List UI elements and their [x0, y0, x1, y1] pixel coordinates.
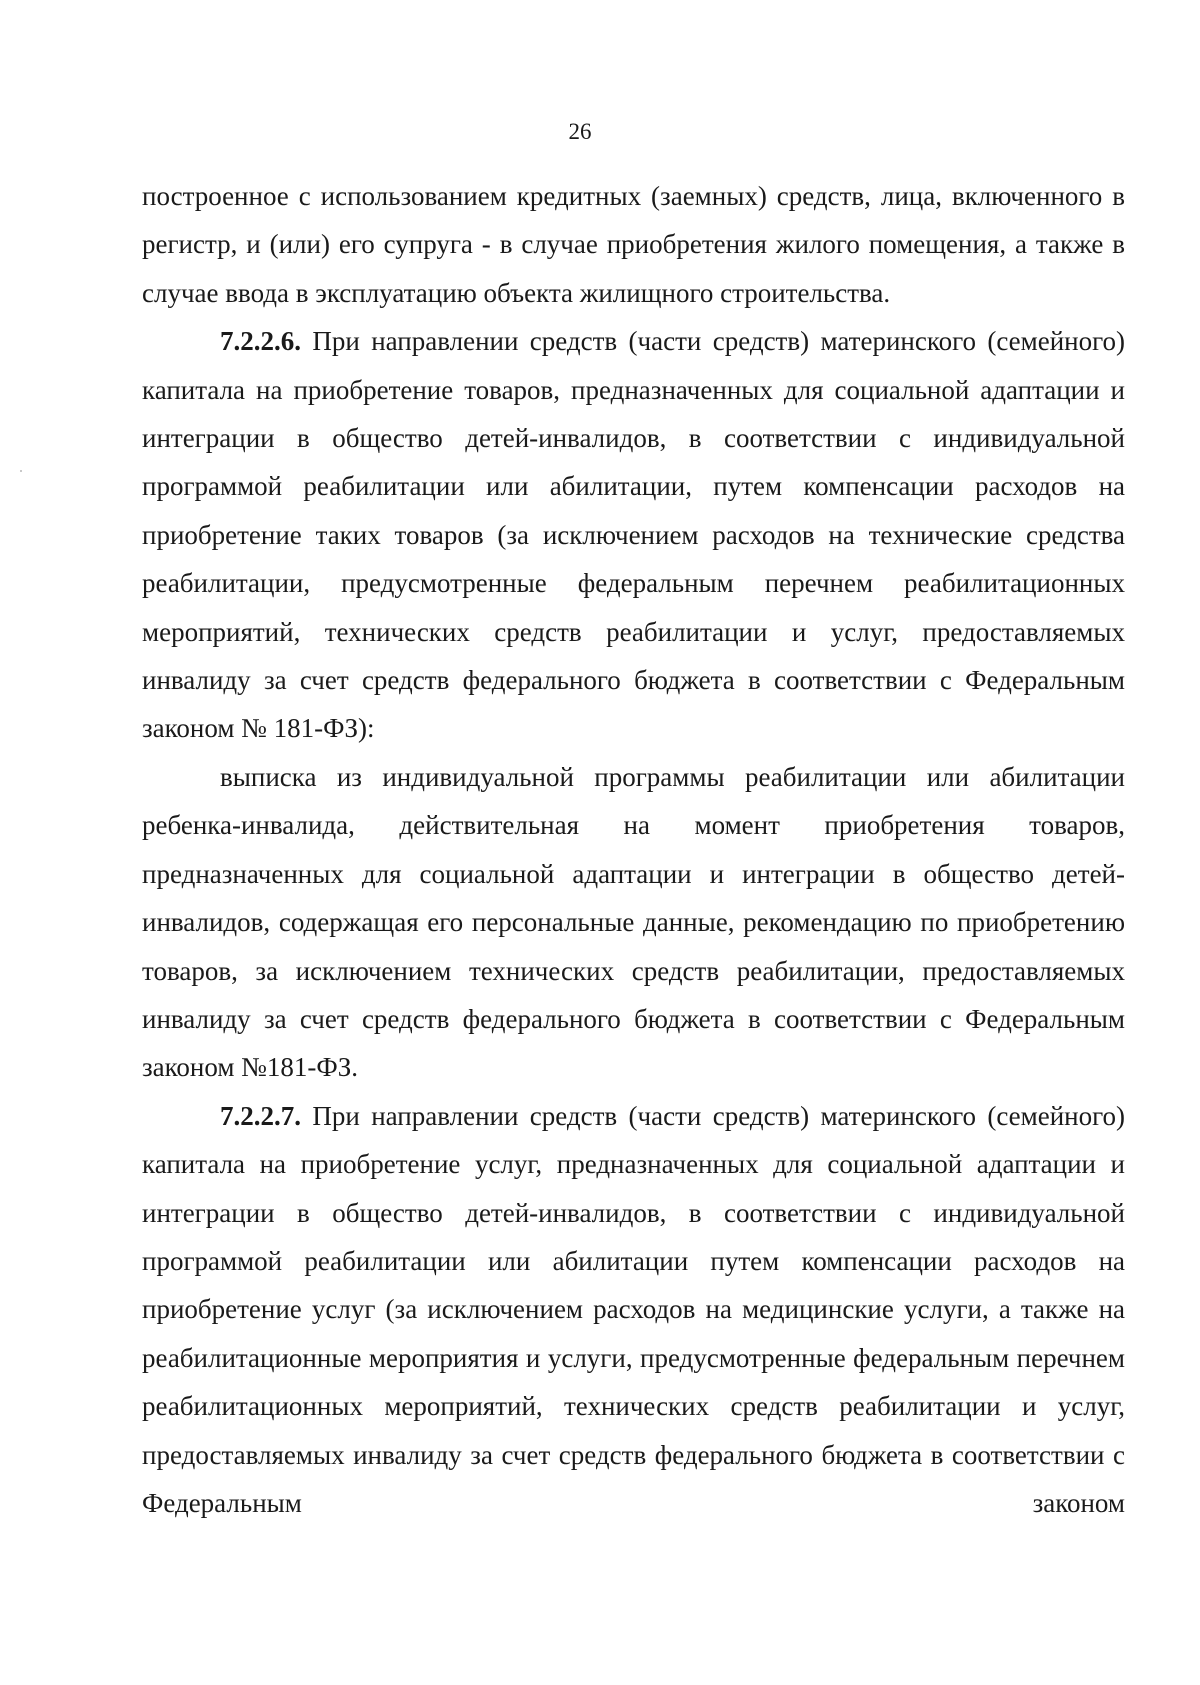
clause-number: 7.2.2.7.: [220, 1100, 301, 1131]
paragraph-clause-7-2-2-7: [142, 1092, 1125, 1528]
page-number: 26: [568, 119, 592, 144]
paragraph-continuation: построенное с использованием кредитных (заемных) средств, лица, включенного в регистр, и (или) его супруга - в случае приобретения жилого помещения, а также в случае ввода в эксплуатацию объекта жилищного строительства.: [142, 181, 1125, 308]
paragraph-extract-requirement: выписка из индивидуальной программы реабилитации или абилитации ребенка-инвалида, действительная на момент приобретения товаров, предназначенных для социальной адаптации и интеграции в общество детей-инвалидов, содержащая его персональные данные, рекомендацию по приобретению товаров, за исключением технических средств реабилитации, предоставляемых инвалиду за счет средств федерального бюджета в соответствии с Федеральным законом №181-ФЗ.: [142, 761, 1125, 1083]
document-body: [142, 172, 1125, 1527]
paragraph-clause-7-2-2-6: [142, 317, 1125, 753]
scan-speck: [20, 470, 22, 472]
clause-text: При направлении средств (части средств) материнского (семейного) капитала на приобретение товаров, предназначенных для социальной адаптации и интеграции в общество детей-инвалидов, в соответствии с индивидуальной программой реабилитации или абилитации, путем компенсации расходов на приобретение таких товаров (за исключением расходов на технические средства реабилитации, предусмотренные федеральным перечнем реабилитационных мероприятий, технических средств реабилитации и услуг, предоставляемых инвалиду за счет средств федерального бюджета в соответствии с Федеральным законом № 181-ФЗ):: [142, 326, 1125, 744]
clause-number: 7.2.2.6.: [220, 326, 301, 357]
clause-text: При направлении средств (части средств) материнского (семейного) капитала на приобретение услуг, предназначенных для социальной адаптации и интеграции в общество детей-инвалидов, в соответствии с индивидуальной программой реабилитации или абилитации путем компенсации расходов на приобретение услуг (за исключением расходов на медицинские услуги, а также на реабилитационные мероприятия и услуги, предусмотренные федеральным перечнем реабилитационных мероприятий, технических средств реабилитации и услуг, предоставляемых инвалиду за счет средств федерального бюджета в соответствии с Федеральным законом: [142, 1100, 1125, 1518]
